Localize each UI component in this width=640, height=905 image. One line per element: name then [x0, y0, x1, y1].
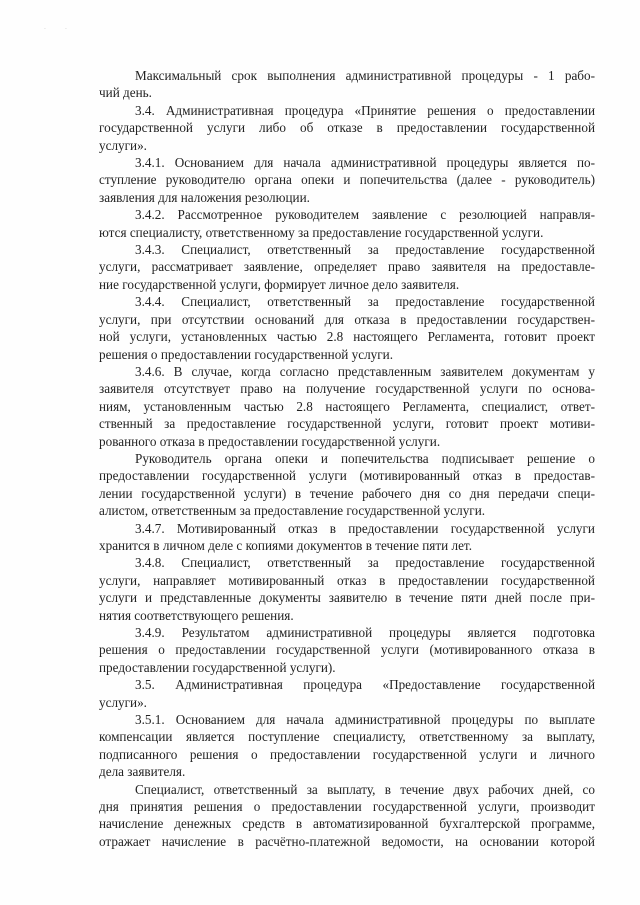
text-line: 3.4.7. Мотивированный отказ в предоставлении государственной услуги — [135, 520, 595, 536]
text-line: 3.4.4. Специалист, ответственный за предоставление государственной — [135, 294, 595, 310]
text-line: 3.4.9. Результатом административной процедуры является подготовка — [135, 625, 595, 640]
text-line: услуги». — [99, 137, 147, 153]
text-line: решения о предоставлении государственной услуги. — [99, 346, 394, 362]
text-line: предоставлении государственной услуги). — [99, 659, 336, 675]
text-line: 3.4. Административная процедура «Принятие решения о предоставлении — [135, 102, 595, 118]
text-line: услуги, при отсутствии оснований для отказа в предоставлении государствен- — [99, 311, 595, 327]
text-line: 3.5.1. Основанием для начала административной процедуры по выплате — [135, 712, 595, 728]
scan-mark-left: · — [44, 26, 46, 33]
text-line: Максимальный срок выполнения административной процедуры - 1 рабо- — [135, 68, 595, 83]
text-line: дня принятия решения о предоставлении государственной услуги, производит — [99, 799, 595, 815]
text-line: компенсации является поступление специалисту, ответственному за выплату, — [99, 729, 595, 745]
text-line: дела заявителя. — [99, 764, 186, 780]
text-line: 3.4.6. В случае, когда согласно представленным заявителем документам у — [135, 363, 595, 379]
text-line: начисление денежных средств в автоматизированной бухгалтерской программе, — [99, 816, 595, 832]
text-line: государственной услуги либо об отказе в предоставлении государственной — [99, 120, 595, 136]
text-line: Руководитель органа опеки и попечительства подписывает решение о — [135, 450, 595, 466]
document-body — [99, 67, 595, 850]
text-line: алистом, ответственным за предоставление государственной услуги. — [99, 503, 486, 519]
text-line: ственный за предоставление государственной услуги, готовит проект мотиви- — [99, 416, 595, 432]
text-line: 3.4.2. Рассмотренное руководителем заявление с резолюцией направля- — [135, 207, 595, 223]
text-line: заявителя отсутствует право на получение государственной услуги по основа- — [99, 381, 595, 397]
text-line: ние государственной услуги, формирует личное дело заявителя. — [99, 276, 460, 292]
text-line: подписанного решения о предоставлении государственной услуги и личного — [99, 746, 595, 762]
text-line: чий день. — [99, 85, 152, 101]
text-line: ной услуги, установленных частью 2.8 настоящего Регламента, готовит проект — [99, 329, 595, 345]
text-line: 3.5. Административная процедура «Предоставление государственной — [135, 677, 595, 693]
text-line: хранится в личном деле с копиями документов в течение пяти лет. — [99, 537, 472, 553]
text-line: решения о предоставлении государственной услуги (мотивированного отказа в — [99, 642, 595, 658]
text-line: лении государственной услуги) в течение рабочего дня со дня передачи специ- — [99, 485, 595, 501]
text-line: услуги, рассматривает заявление, определяет право заявителя на предоставле- — [99, 259, 595, 275]
text-line: услуги, направляет мотивированный отказ в предоставлении государственной — [99, 572, 595, 588]
text-line: предоставлении государственной услуги (мотивированный отказ в предостав- — [99, 468, 595, 484]
text-line: нятия соответствующего решения. — [99, 607, 294, 623]
text-line: ются специалисту, ответственному за предоставление государственной услуги. — [99, 224, 544, 240]
text-line: услуги». — [99, 694, 147, 710]
text-line: услуги и представленные документы заявителю в течение пяти дней после при- — [99, 590, 595, 606]
text-line: заявления для наложения резолюции. — [99, 189, 310, 205]
text-line: 3.4.8. Специалист, ответственный за предоставление государственной — [135, 555, 595, 571]
text-line: ступление руководителю органа опеки и попечительства (далее - руководитель) — [99, 172, 595, 188]
text-line: ниям, установленным частью 2.8 настоящего Регламента, специалист, ответ- — [99, 398, 595, 414]
text-line: 3.4.1. Основанием для начала административной процедуры является по- — [135, 155, 595, 171]
text-line: отражает начисление в расчётно-платежной ведомости, на основании которой — [99, 833, 595, 849]
text-line: 3.4.3. Специалист, ответственный за предоставление государственной — [135, 242, 595, 258]
scan-mark-right: · — [65, 26, 67, 33]
text-line: рованного отказа в предоставлении государственной услуги. — [99, 433, 441, 449]
text-line: Специалист, ответственный за выплату, в течение двух рабочих дней, со — [135, 781, 595, 797]
